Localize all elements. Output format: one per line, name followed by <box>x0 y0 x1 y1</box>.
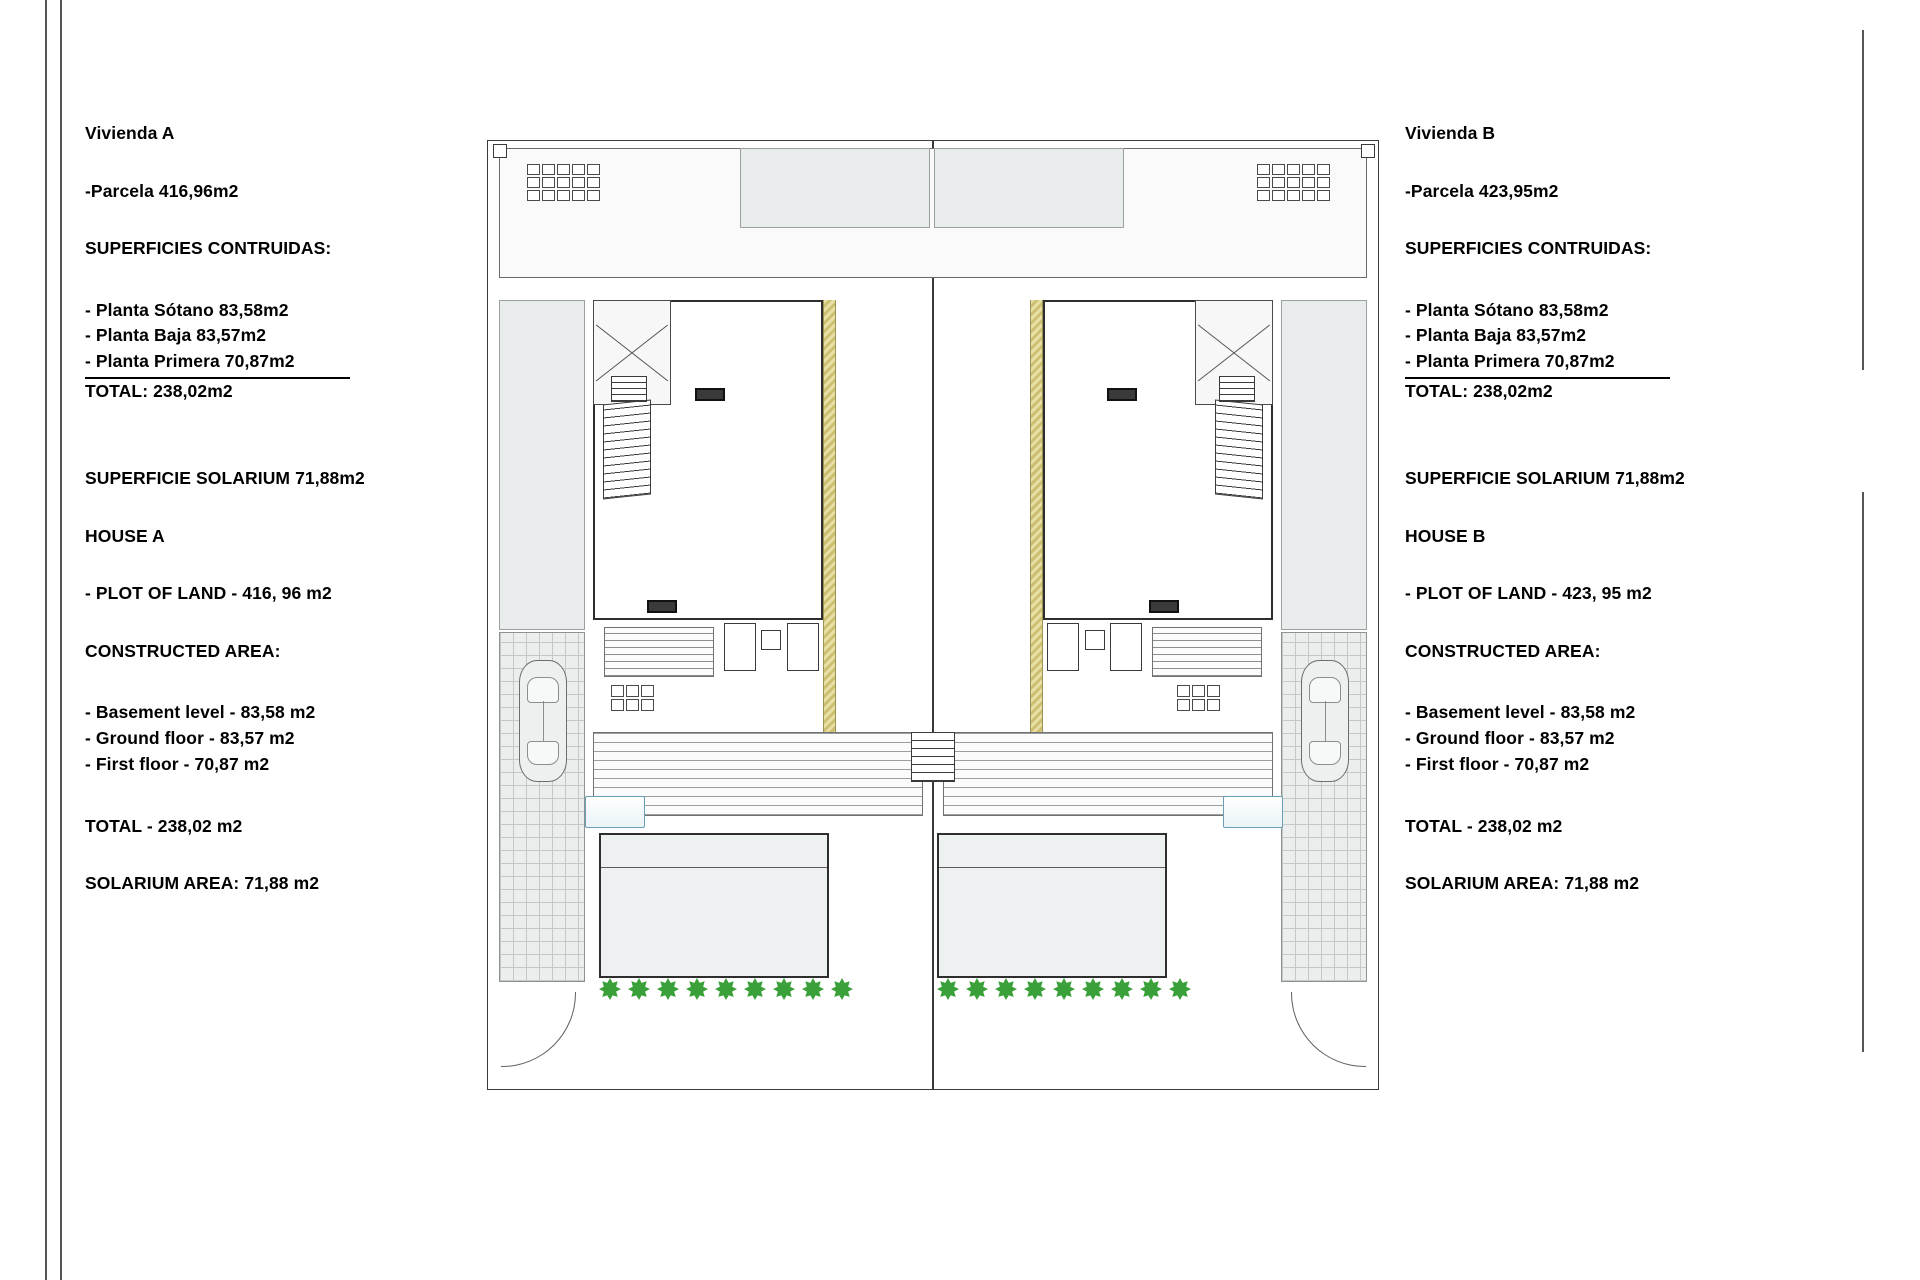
house-b-surfaces-heading-es: SUPERFICIES CONTRUIDAS: <box>1405 238 1652 258</box>
house-a-plot-en: - PLOT OF LAND - 416, 96 m2 <box>85 583 332 604</box>
glass-panel-a2 <box>761 630 781 650</box>
house-b-ground-es: - Planta Baja 83,57m2 <box>1405 325 1587 346</box>
pergola-grid-b <box>1257 164 1330 201</box>
interior-fixture-b <box>1107 388 1137 401</box>
car-icon-a <box>519 660 567 782</box>
shrub-icon <box>773 978 795 1000</box>
house-b-solarium-es: SUPERFICIE SOLARIUM 71,88m2 <box>1405 468 1685 489</box>
house-a-first-es: - Planta Primera 70,87m2 <box>85 349 350 379</box>
house-b-first-en: - First floor - 70,87 m2 <box>1405 753 1590 774</box>
house-b-constructed-heading-en: CONSTRUCTED AREA: <box>1405 640 1601 661</box>
page-border-line-left-outer <box>45 0 47 1280</box>
house-a-total-es: TOTAL: 238,02m2 <box>85 380 233 401</box>
house-b-plot-es: -Parcela 423,95m2 <box>1405 180 1559 201</box>
house-b-title-en: HOUSE B <box>1405 525 1486 546</box>
house-b-info-panel <box>1405 125 1685 893</box>
shrub-icon <box>966 978 988 1000</box>
house-a-total-en: TOTAL - 238,02 m2 <box>85 815 243 836</box>
shrub-icon <box>1024 978 1046 1000</box>
plot-dividing-line <box>932 140 934 1090</box>
house-b-total-es: TOTAL: 238,02m2 <box>1405 380 1553 401</box>
house-a-plot-es: -Parcela 416,96m2 <box>85 180 239 201</box>
side-lawn-b <box>1281 300 1367 630</box>
party-wall-b <box>1030 300 1043 740</box>
shrub-icon <box>1169 978 1191 1000</box>
site-plan-drawing <box>487 140 1379 1140</box>
corner-marker-top-right <box>1361 144 1375 158</box>
pergola-grid-a <box>527 164 600 201</box>
party-wall-a <box>823 300 836 740</box>
glass-panel-a1 <box>724 623 756 671</box>
hedge-row-b <box>937 978 1191 1000</box>
shrub-icon <box>1111 978 1133 1000</box>
shrub-icon <box>1140 978 1162 1000</box>
shrub-icon <box>657 978 679 1000</box>
outdoor-table-b <box>1177 685 1220 711</box>
staircase-a <box>603 399 651 499</box>
house-a-surfaces-heading-es: SUPERFICIES CONTRUIDAS: <box>85 238 332 258</box>
house-a-constructed-heading-en: CONSTRUCTED AREA: <box>85 640 281 661</box>
rear-green-area-b <box>934 148 1124 228</box>
house-a-first-en: - First floor - 70,87 m2 <box>85 753 270 774</box>
swimming-pool-a <box>599 833 829 978</box>
door-mark-a <box>647 600 677 613</box>
glass-panel-b3 <box>1110 623 1142 671</box>
awning-b <box>1223 796 1283 828</box>
shrub-icon <box>1082 978 1104 1000</box>
glass-panel-b1 <box>1047 623 1079 671</box>
hedge-row-a <box>599 978 853 1000</box>
house-a-info-panel <box>85 125 365 893</box>
house-b-total-en: TOTAL - 238,02 m2 <box>1405 815 1563 836</box>
house-a-solarium-es: SUPERFICIE SOLARIUM 71,88m2 <box>85 468 365 489</box>
shrub-icon <box>1053 978 1075 1000</box>
entry-steps-a <box>611 376 647 402</box>
swimming-pool-b <box>937 833 1167 978</box>
house-a-title-es: Vivienda A <box>85 123 175 143</box>
outdoor-table-a <box>611 685 654 711</box>
page-border-line-left-inner <box>60 0 62 1280</box>
center-steps <box>911 732 955 782</box>
house-b-plot-en: - PLOT OF LAND - 423, 95 m2 <box>1405 583 1652 604</box>
rear-green-area-a <box>740 148 930 228</box>
terrace-slats-b <box>1152 627 1262 677</box>
house-a-title-en: HOUSE A <box>85 525 165 546</box>
shrub-icon <box>686 978 708 1000</box>
entry-steps-b <box>1219 376 1255 402</box>
house-b-basement-en: - Basement level - 83,58 m2 <box>1405 702 1636 723</box>
door-mark-b <box>1149 600 1179 613</box>
house-b-title-es: Vivienda B <box>1405 123 1496 143</box>
house-a-solarium-en: SOLARIUM AREA: 71,88 m2 <box>85 873 320 894</box>
shrub-icon <box>628 978 650 1000</box>
rear-terrace-band <box>499 148 1367 278</box>
page-border-line-right-top <box>1862 30 1864 370</box>
house-b-solarium-en: SOLARIUM AREA: 71,88 m2 <box>1405 873 1640 894</box>
shrub-icon <box>599 978 621 1000</box>
house-b-basement-es: - Planta Sótano 83,58m2 <box>1405 299 1609 320</box>
house-b-ground-en: - Ground floor - 83,57 m2 <box>1405 728 1615 749</box>
house-a-basement-en: - Basement level - 83,58 m2 <box>85 702 316 723</box>
shrub-icon <box>995 978 1017 1000</box>
shrub-icon <box>744 978 766 1000</box>
terrace-slats-a <box>604 627 714 677</box>
interior-fixture-a <box>695 388 725 401</box>
shrub-icon <box>715 978 737 1000</box>
house-a-ground-en: - Ground floor - 83,57 m2 <box>85 728 295 749</box>
car-icon-b <box>1301 660 1349 782</box>
awning-a <box>585 796 645 828</box>
staircase-b <box>1215 399 1263 499</box>
glass-panel-b2 <box>1085 630 1105 650</box>
corner-marker-top-left <box>493 144 507 158</box>
shrub-icon <box>937 978 959 1000</box>
house-a-basement-es: - Planta Sótano 83,58m2 <box>85 299 289 320</box>
shrub-icon <box>802 978 824 1000</box>
house-b-first-es: - Planta Primera 70,87m2 <box>1405 349 1670 379</box>
house-a-ground-es: - Planta Baja 83,57m2 <box>85 325 267 346</box>
glass-panel-a3 <box>787 623 819 671</box>
side-lawn-a <box>499 300 585 630</box>
shrub-icon <box>831 978 853 1000</box>
page-border-line-right-bottom <box>1862 492 1864 1052</box>
